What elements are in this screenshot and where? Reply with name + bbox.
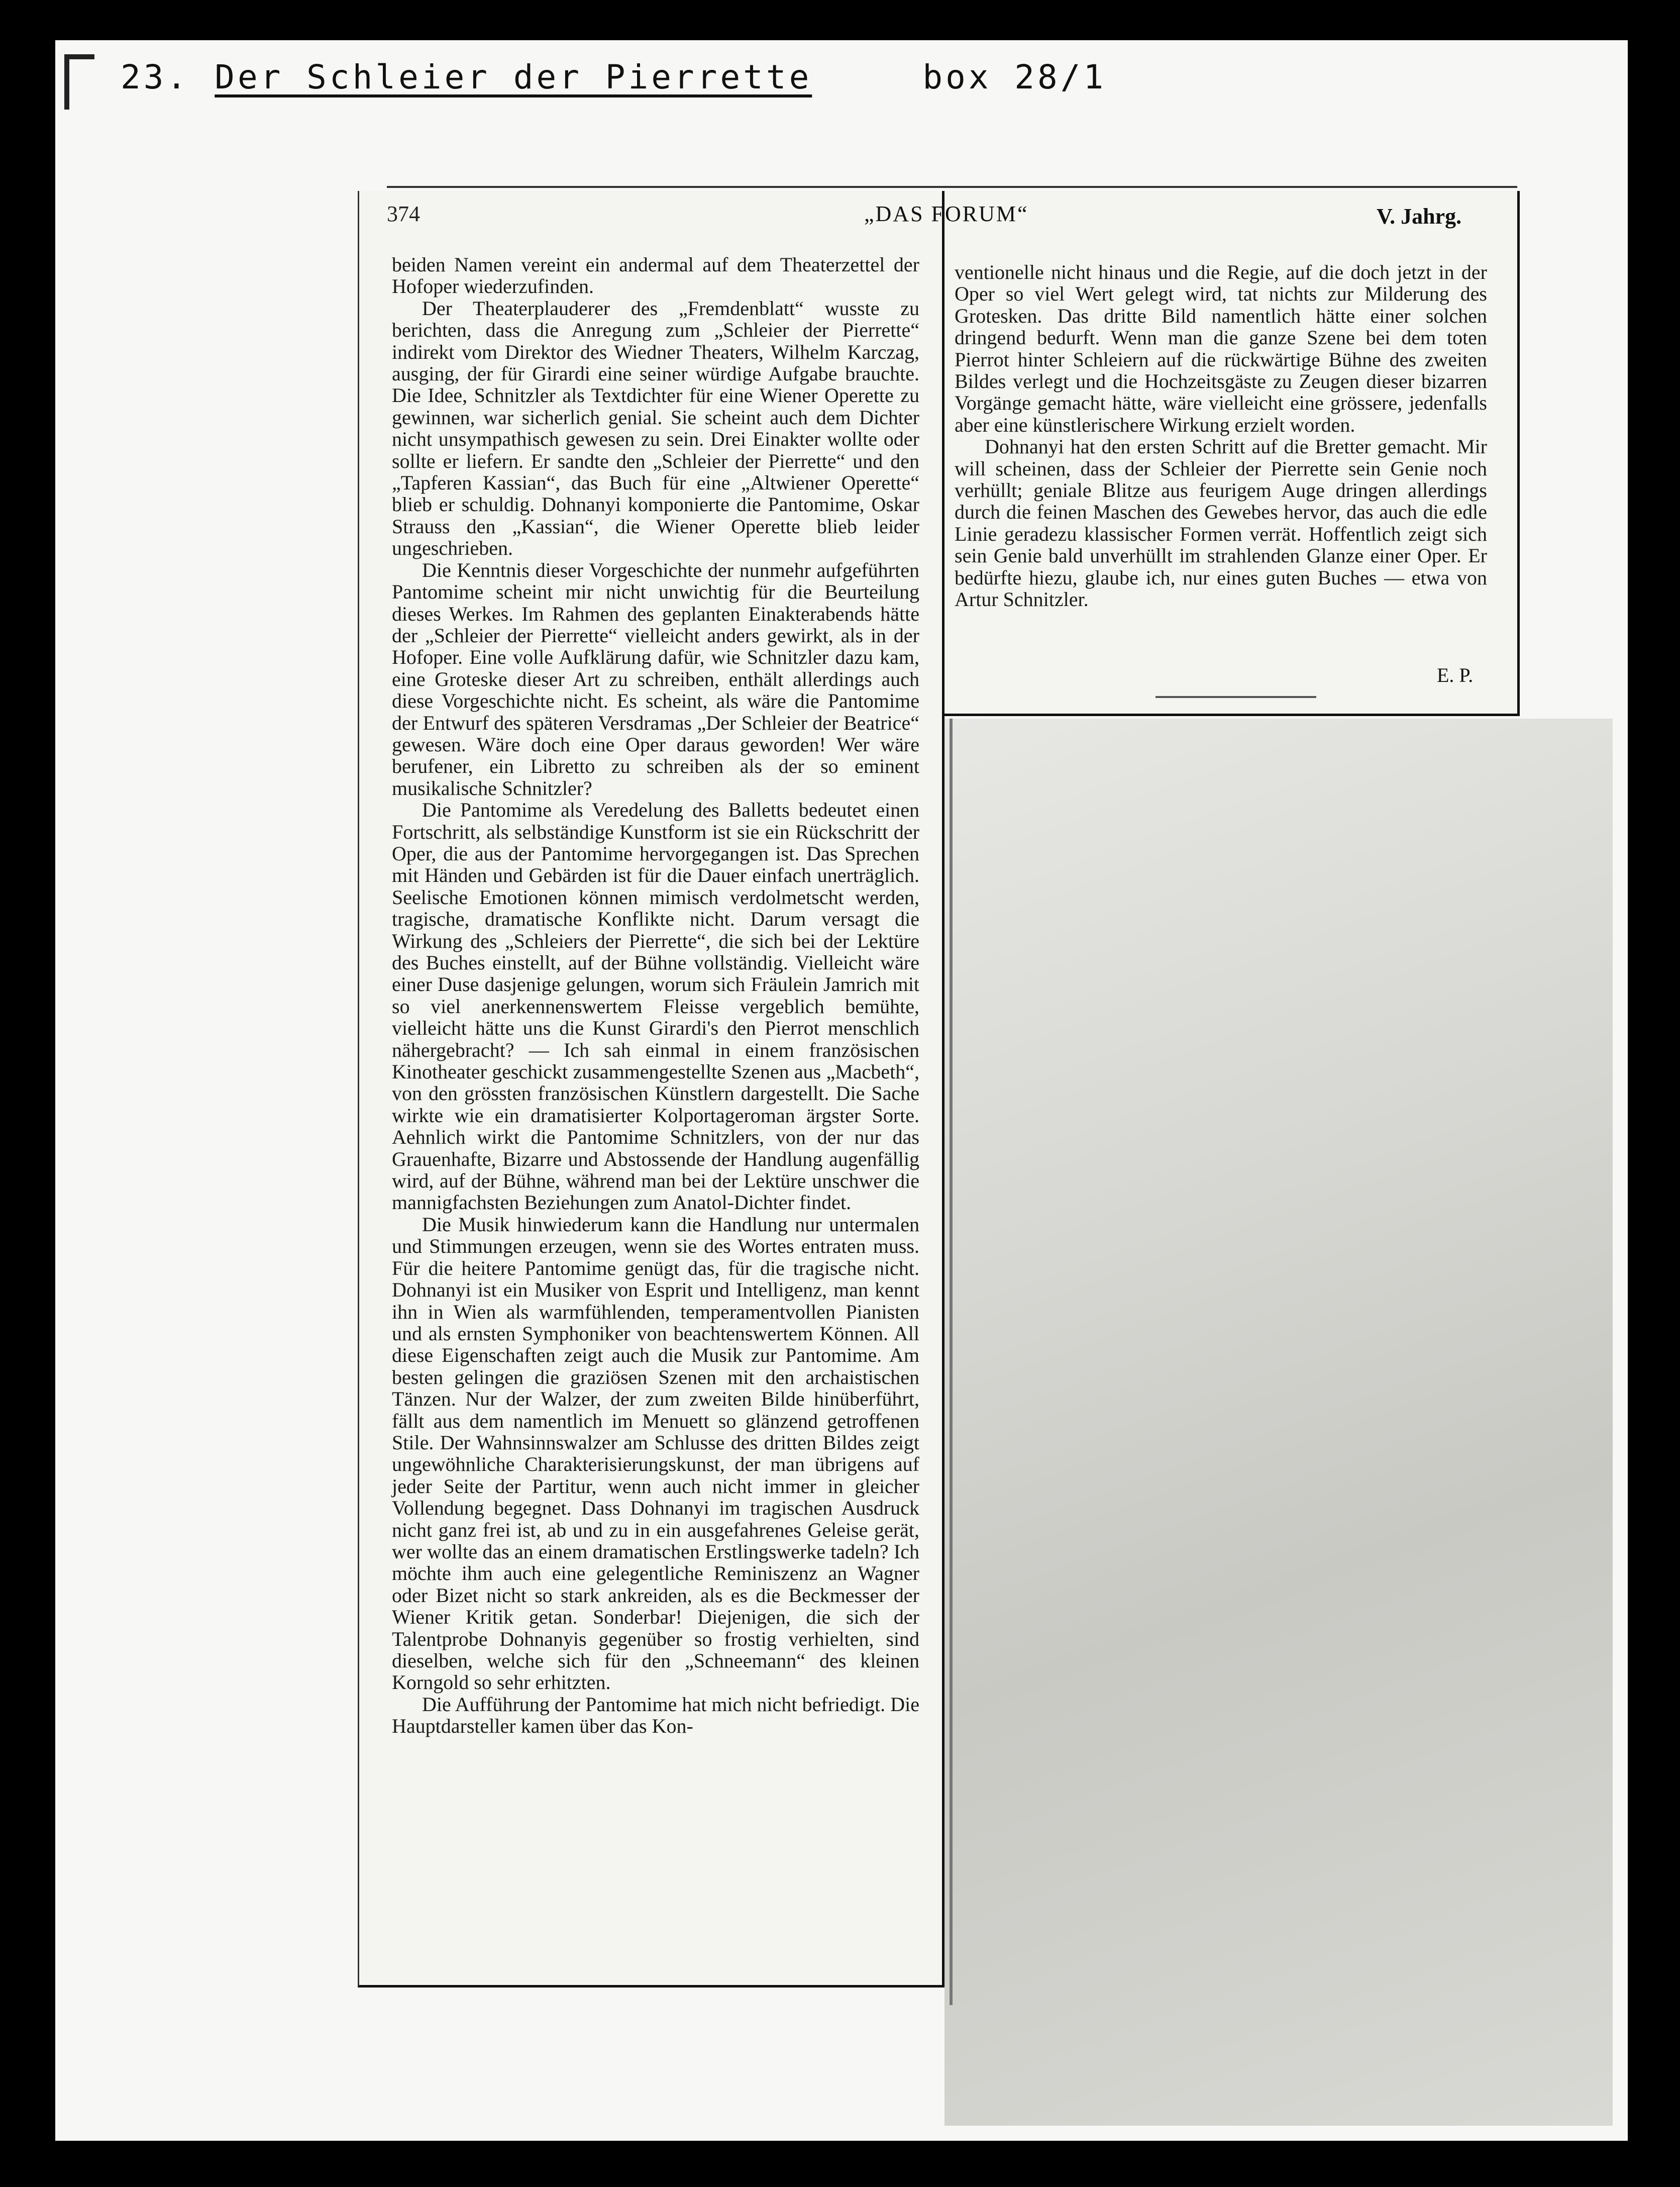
paragraph: Dohnanyi hat den ersten Schritt auf die Bretter gemacht. Mir will scheinen, dass der Schleier der Pierrette sein Genie noch verhüllt; geniale Blitze aus feurigem Auge dringen allerdings durch die feinen Maschen des Gewebes hervor, das auch die edle Linie geradezu klassischer Formen verrät. Hoffentlich zeigt sich sein Genie bald unverhüllt im strahlenden Glanze einer Oper. Er bedürfte hiezu, glaube ich, nur eines guten Buches — etwa von Artur Schnitzler. (955, 435, 1487, 611)
paragraph: ventionelle nicht hinaus und die Regie, auf die doch jetzt in der Oper so viel Wert gelegt wird, tat nichts zur Milderung des Grotesken. Das dritte Bild namentlich hätte einer solchen dringend bedurft. Wenn man die ganze Szene bei dem toten Pierrot hinter Schleiern auf die rückwärtige Bühne des zweiten Bildes verlegt und die Hochzeitsgäste zu Zeugen dieser bizarren Vorgänge gemacht hätte, wäre vielleicht eine grössere, jedenfalls aber eine künstlerischere Wirkung erzielt worden. (955, 261, 1487, 436)
paragraph: Der Theaterplauderer des „Fremdenblatt“ wusste zu berichten, dass die Anregung zum „Schleier der Pierrette“ indirekt vom Direktor des Wiedner Theaters, Wilhelm Karczag, ausging, der für Girardi eine seiner würdige Aufgabe brauchte. Die Idee, Schnitzler als Textdichter für eine Wiener Operette zu gewinnen, war sicherlich genial. Sie scheint auch dem Dichter nicht unsympathisch gewesen zu sein. Drei Einakter wollte oder sollte er liefern. Er sandte den „Schleier der Pierrette“ und den „Tapferen Kassian“, das Buch für eine „Altwiener Operette“ blieb er schuldig. Dohnanyi komponierte die Pantomime, Oskar Strauss den „Kassian“, die Wiener Operette blieb leider ungeschrieben. (392, 296, 919, 560)
blank-paper-area (944, 719, 1613, 2126)
article-right-column (955, 261, 1487, 611)
paragraph: Die Aufführung der Pantomime hat mich nicht befriedigt. Die Hauptdarsteller kamen über das Kon- (392, 1693, 919, 1738)
corner-mark (64, 54, 69, 110)
paragraph: beiden Namen vereint ein andermal auf dem Theaterzettel der Hofoper wiederzufinden. (392, 253, 919, 298)
author-signature: E. P. (1437, 664, 1474, 686)
paragraph: Die Musik hinwiederum kann die Handlung nur untermalen und Stimmungen erzeugen, wenn sie des Wortes entraten muss. Für die heitere Pantomime genügt das, für die tragische nicht. Dohnanyi ist ein Musiker von Esprit und Intelligenz, man kennt ihn in Wien als warmfühlenden, temperamentvollen Pianisten und als ernsten Symphoniker von beachtenswertem Können. All diese Eigenschaften zeigt auch die Musik zur Pantomime. Am besten gelingen die graziösen Szenen mit den archaistischen Tänzen. Nur der Walzer, der zum zweiten Bilde hinüberführt, fällt aus dem namentlich im Menuett so glänzend getroffenen Stile. Der Wahnsinnswalzer am Schlusse des dritten Bildes zeigt ungewöhnliche Charakterisierungskunst, der man übrigens auf jeder Seite der Partitur, wenn auch nicht immer in gleicher Vollendung begegnet. Dass Dohnanyi im tragischen Ausdruck nicht ganz frei ist, ab und zu in ein ausgefahrenes Geleise gerät, wer wollte das an einem dramatischen Erstlingswerke tadeln? Ich möchte ihm auch eine gelegentliche Reminiszenz an Wagner oder Bizet nicht so stark ankreiden, als es die Beckmesser der Wiener Kritik getan. Sonderbar! Diejenigen, die sich der Talentprobe Dohnanyis gegenüber so frostig verhielten, sind dieselben, welche sich für den „Schneemann“ des kleinen Korngold so sehr erhitzten. (392, 1213, 919, 1694)
end-rule (1156, 696, 1316, 698)
archive-header (121, 58, 1106, 96)
header-box-label: box 28/1 (922, 58, 1107, 96)
header-title: Der Schleier der Pierrette (215, 58, 812, 96)
paragraph: Die Kenntnis dieser Vorgeschichte der nunmehr aufgeführten Pantomime scheint mir nicht unwichtig für die Beurteilung dieses Werkes. Im Rahmen des geplanten Einakterabends hätte der „Schleier der Pierrette“ vielleicht anders gewirkt, als in der Hofoper. Eine volle Aufklärung dafür, wie Schnitzler dazu kam, eine Groteske dieser Art zu schreiben, enthält allerdings auch diese Vorgeschichte nicht. Es scheint, als wäre die Pantomime der Entwurf des späteren Versdramas „Der Schleier der Beatrice“ gewesen. Wäre doch eine Oper daraus geworden! Wer wäre berufener, ein Libretto zu schreiben als der so eminent musikalische Schnitzler? (392, 558, 919, 800)
journal-title: „DAS FORUM“ (864, 202, 1029, 226)
article-left-column (392, 254, 919, 1962)
volume-label: V. Jahrg. (1377, 204, 1462, 229)
page-number: 374 (387, 202, 420, 226)
corner-mark-top (64, 54, 94, 59)
header-number: 23. (121, 58, 190, 96)
clipping-top-rule (387, 186, 1517, 188)
paragraph: Die Pantomime als Veredelung des Balletts bedeutet einen Fortschritt, als selbständige Kunstform ist sie ein Rückschritt der Oper, die aus der Pantomime hervorgegangen ist. Das Sprechen mit Händen und Gebärden ist für die Dauer einfach unerträglich. Seelische Emotionen können mimisch verdolmetscht werden, tragische, dramatische Konflikte nicht. Darum versagt die Wirkung des „Schleiers der Pierrette“, die sich bei der Lektüre des Buches einstellt, auf der Bühne vollständig. Vielleicht wäre einer Duse dasjenige gelungen, worum sich Fräulein Jamrich mit so viel anerkennenswertem Fleisse vergeblich bemühte, vielleicht hätte uns die Kunst Girardi's den Pierrot menschlich nähergebracht? — Ich sah einmal in einem französischen Kinotheater geschickt zusammengestellte Szenen aus „Macbeth“, von den grössten französischen Künstlern dargestellt. Die Sache wirkte wie ein dramatisierter Kolportageroman ärgster Sorte. Aehnlich wirkt die Pantomime Schnitzlers, von der nur das Grauenhafte, Bizarre und Abstossende der Handlung augenfällig wird, auf der Bühne, während man bei der Lektüre unschwer die mannigfachsten Beziehungen zum Anatol-Dichter findet. (392, 799, 919, 1214)
paper-edge-line (950, 719, 953, 2005)
